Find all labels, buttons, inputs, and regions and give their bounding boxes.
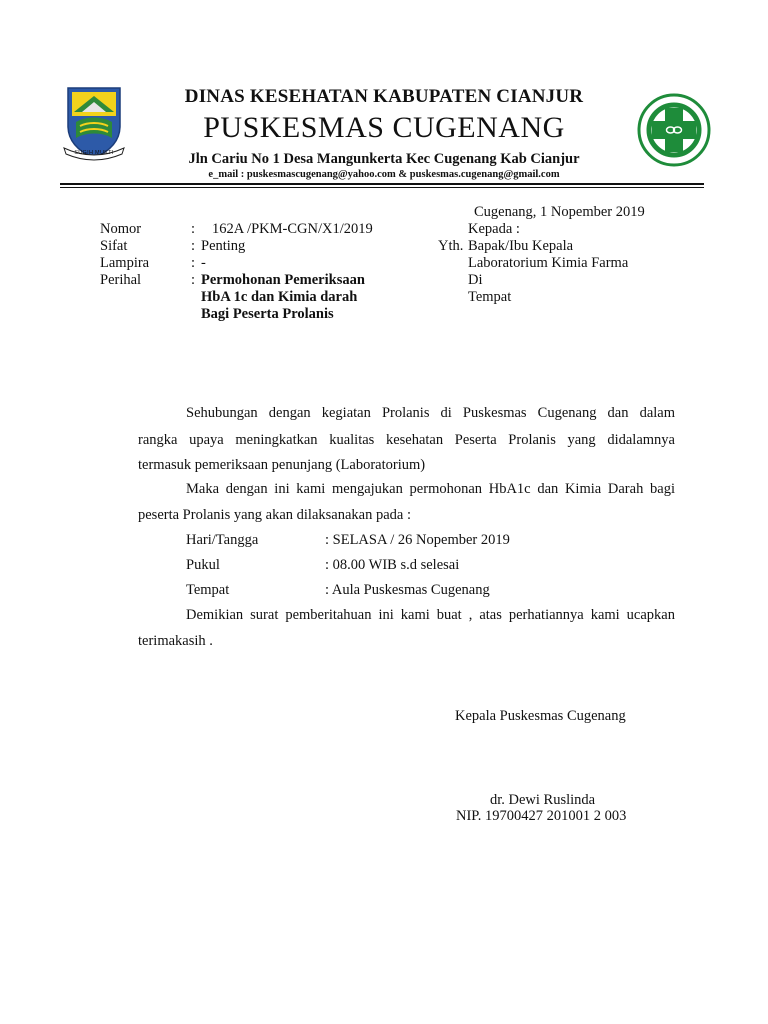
meta-label-perihal: Perihal xyxy=(100,272,142,288)
recipient-kepada: Kepada : xyxy=(468,221,520,237)
recipient-yth: Yth. xyxy=(438,238,464,254)
meta-value-perihal-line: Permohonan Pemeriksaan xyxy=(201,272,365,288)
schedule-label: Pukul xyxy=(186,557,220,573)
signature-name: dr. Dewi Ruslinda xyxy=(490,792,596,808)
schedule-label: Tempat xyxy=(186,582,230,598)
meta-label-lampiran: Lampira xyxy=(100,255,150,271)
institution-email: e_mail : puskesmascugenang@yahoo.com & puskesmas.cugenang@gmail.com xyxy=(208,169,560,180)
meta-colon: : xyxy=(191,272,196,288)
institution-name: PUSKESMAS CUGENANG xyxy=(203,111,565,144)
signature-nip: NIP. 19700427 201001 2 003 xyxy=(456,808,627,824)
schedule-value: : 08.00 WIB s.d selesai xyxy=(325,557,460,573)
place-date: Cugenang, 1 Nopember 2019 xyxy=(474,204,645,220)
recipient-line: Laboratorium Kimia Farma xyxy=(468,255,629,271)
schedule-label: Hari/Tangga xyxy=(186,532,259,548)
schedule-value: : SELASA / 26 Nopember 2019 xyxy=(325,532,510,548)
meta-label-nomor: Nomor xyxy=(100,221,142,237)
recipient-line: Tempat xyxy=(468,289,512,305)
closing-line: terimakasih . xyxy=(138,633,213,649)
meta-value-perihal-line: Bagi Peserta Prolanis xyxy=(201,306,334,322)
meta-colon: : xyxy=(191,255,196,271)
body-paragraph-line: peserta Prolanis yang akan dilaksanakan pada : xyxy=(138,507,411,523)
meta-value-sifat: Penting xyxy=(201,238,246,254)
meta-value-lampiran: - xyxy=(201,255,206,271)
header-divider xyxy=(60,183,704,185)
meta-colon: : xyxy=(191,221,196,237)
body-paragraph-line: rangka upaya meningkatkan kualitas kesehatan Peserta Prolanis yang didalamnya xyxy=(138,432,675,448)
logo-motto: SUGIH MUKTI xyxy=(74,150,114,156)
meta-value-nomor: 162A /PKM-CGN/X1/2019 xyxy=(212,221,373,237)
recipient-line: Di xyxy=(468,272,483,288)
schedule-value: : Aula Puskesmas Cugenang xyxy=(325,582,490,598)
recipient-line: Bapak/Ibu Kepala xyxy=(468,238,574,254)
institution-address: Jln Cariu No 1 Desa Mangunkerta Kec Cugenang Kab Cianjur xyxy=(188,151,580,167)
closing-line: Demikian surat pemberitahuan ini kami buat , atas perhatiannya kami ucapkan xyxy=(186,607,675,623)
meta-colon: : xyxy=(191,238,196,254)
header-divider-thin xyxy=(60,187,704,188)
body-paragraph-line: Maka dengan ini kami mengajukan permohonan HbA1c dan Kimia Darah bagi xyxy=(186,481,675,497)
signature-title: Kepala Puskesmas Cugenang xyxy=(455,708,626,724)
meta-label-sifat: Sifat xyxy=(100,238,128,254)
meta-value-perihal-line: HbA 1c dan Kimia darah xyxy=(201,289,358,305)
agency-name: DINAS KESEHATAN KABUPATEN CIANJUR xyxy=(184,86,584,107)
body-paragraph-line: Sehubungan dengan kegiatan Prolanis di Puskesmas Cugenang dan dalam xyxy=(186,405,675,421)
body-paragraph-line: termasuk pemeriksaan penunjang (Laboratorium) xyxy=(138,457,426,473)
